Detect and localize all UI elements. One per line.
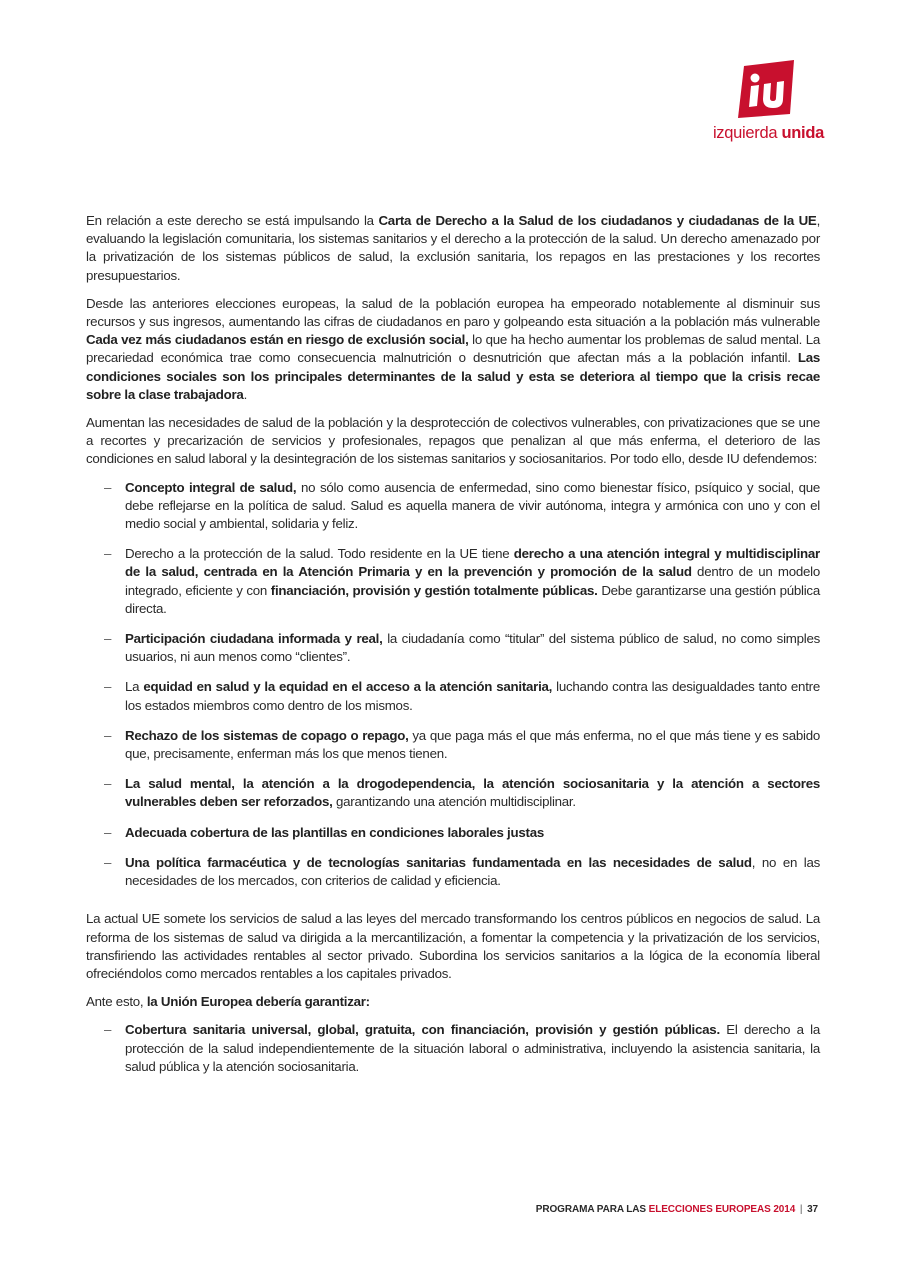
bold-text-run: Cobertura sanitaria universal, global, gratuita, con financiación, provisión y gestión públicas. <box>125 1022 720 1038</box>
text-run: no sólo como ausencia de enfermedad, sino como bienestar físico, psíquico y social, que debe reflejarse en la política de salud. Salud es aquella manera de vivir autónoma, integra y armónica con uno y con el medio social y ambiental, solidaria y feliz. <box>125 479 821 532</box>
bold-text-run: Carta de Derecho a la Salud de los ciudadanos y ciudadanas de la UE <box>378 213 817 228</box>
list-item <box>86 727 820 763</box>
list-item <box>86 775 820 811</box>
list-item <box>86 1021 820 1076</box>
bullet-dash: – <box>104 479 112 495</box>
list-item <box>86 479 820 534</box>
bold-text-run: La salud mental, la atención a la drogodependencia, la atención sociosanitaria y la atención a sectores vulnerables deben ser reforzados, <box>125 776 820 810</box>
bold-text-run: equidad en salud y la equidad en el acceso a la atención sanitaria, <box>143 679 553 695</box>
text-run: lo que ha hecho aumentar los problemas de salud mental. La precariedad económica trae como consecuencia malnutrición o desnutrición que afectan más a la población infantil. <box>86 332 821 366</box>
text-run: garantizando una atención multidisciplinar. <box>332 794 576 810</box>
intro-paragraphs <box>86 212 820 469</box>
list-item <box>86 824 820 842</box>
text-run: dentro de un modelo integrado, eficiente y con <box>125 564 821 598</box>
page-footer <box>536 1204 818 1215</box>
eu-guarantees-list <box>86 1021 820 1076</box>
bold-text-run: Cada vez más ciudadanos están en riesgo de exclusión social, <box>86 332 469 348</box>
bullet-dash: – <box>104 727 112 743</box>
logo-word-light: izquierda <box>712 124 778 142</box>
text-run: Debe garantizarse una gestión pública directa. <box>125 582 820 616</box>
iu-logo-mark-icon <box>734 58 798 120</box>
list-item <box>86 630 820 666</box>
text-run: En relación a este derecho se está impulsando la <box>86 213 379 228</box>
bullet-dash: – <box>104 854 112 870</box>
eu-paragraphs <box>86 910 820 1011</box>
text-run: La actual UE somete los servicios de salud a las leyes del mercado transformando los centros públicos en negocios de salud. La reforma de los sistemas de salud va dirigida a la mercantilización, a fomentar la competencia y la privatización de los servicios, transfiriendo las actividades rentables al sector privado. Subordina los servicios sanitarios a la lógica de la economía liberal ofreciéndolos como mercados rentables a los capitales privados. <box>86 911 820 981</box>
text-run: luchando contra las desigualdades tanto entre los estados miembros como dentro de los mismos. <box>125 679 820 713</box>
bold-text-run: Concepto integral de salud, <box>125 479 297 495</box>
bold-text-run: Participación ciudadana informada y real, <box>125 631 383 647</box>
logo-word-bold: unida <box>781 124 824 142</box>
document-body <box>86 212 820 1088</box>
paragraph <box>86 910 820 983</box>
izquierda-unida-logo <box>706 58 826 148</box>
paragraph <box>86 993 820 1011</box>
paragraph <box>86 212 820 285</box>
text-run: Aumentan las necesidades de salud de la población y la desprotección de colectivos vulnerables, con privatizaciones que se une a recortes y precarización de servicios y profesionales, repagos que penalizan al que más enferma, el deterioro de las condiciones en salud laboral y la desintegración de los sistemas sanitarios y sociosanitarios. Por todo ello, desde IU defendemos: <box>86 415 820 467</box>
text-run: Ante esto, <box>86 994 147 1010</box>
paragraph <box>86 414 820 469</box>
bold-text-run: Adecuada cobertura de las plantillas en condiciones laborales justas <box>125 824 544 840</box>
footer-highlight: ELECCIONES EUROPEAS 2014 <box>648 1204 796 1215</box>
bold-text-run: Una política farmacéutica y de tecnologías sanitarias fundamentada en las necesidades de salud <box>125 854 752 870</box>
bullet-dash: – <box>104 824 112 840</box>
bullet-dash: – <box>104 1022 112 1038</box>
paragraph <box>86 295 820 404</box>
bold-text-run: financiación, provisión y gestión totalmente públicas. <box>270 582 598 598</box>
bullet-dash: – <box>104 546 112 562</box>
footer-separator: | <box>799 1204 803 1215</box>
text-run: , no en las necesidades de los mercados, con criterios de calidad y eficiencia. <box>125 854 821 889</box>
text-run: . <box>243 386 248 402</box>
bullet-dash: – <box>104 776 112 792</box>
text-run: El derecho a la protección de la salud independientemente de la situación laboral o administrativa, incluyendo la asistencia sanitaria, la salud pública y la atención sociosanitaria. <box>125 1022 820 1074</box>
logo-wordmark <box>706 124 824 143</box>
text-run: la ciudadanía como “titular” del sistema público de salud, no como simples usuarios, ni aun menos como “clientes”. <box>125 631 820 665</box>
text-run: , evaluando la legislación comunitaria, los sistemas sanitarios y el derecho a la protección de la salud. Un derecho amenazado por la privatización de los sistemas públicos de salud, la exclusión sanitaria, los repagos en las prestaciones y los recortes presupuestarios. <box>86 213 821 283</box>
bold-text-run: derecho a una atención integral y multidisciplinar de la salud, centrada en la Atención Primaria y en la prevención y promoción de la salud <box>125 546 820 580</box>
text-run: Derecho a la protección de la salud. Todo residente en la UE tiene <box>125 546 514 562</box>
bold-text-run: Rechazo de los sistemas de copago o repago, <box>125 727 409 743</box>
bullet-dash: – <box>104 631 112 647</box>
footer-prefix: PROGRAMA PARA LAS <box>535 1204 649 1215</box>
bullet-dash: – <box>104 679 112 695</box>
text-run: ya que paga más el que más enferma, no el que más tiene y es sabido que, precisamente, enferman más los que menos tienen. <box>125 727 820 762</box>
list-item <box>86 545 820 618</box>
list-item <box>86 678 820 714</box>
defense-points-list <box>86 479 820 891</box>
text-run: Desde las anteriores elecciones europeas, la salud de la población europea ha empeorado notablemente al disminuir sus recursos y sus ingresos, aumentando las cifras de ciudadanos en paro y golpeando esta situación a la población más vulnerable <box>86 295 820 330</box>
bold-text-run: Las condiciones sociales son los principales determinantes de la salud y esta se deteriora al tiempo que la crisis recae sobre la clase trabajadora <box>86 350 820 402</box>
page-number: 37 <box>807 1204 818 1215</box>
list-item <box>86 854 820 890</box>
bold-text-run: la Unión Europea debería garantizar: <box>146 994 370 1010</box>
text-run: La <box>125 679 144 695</box>
